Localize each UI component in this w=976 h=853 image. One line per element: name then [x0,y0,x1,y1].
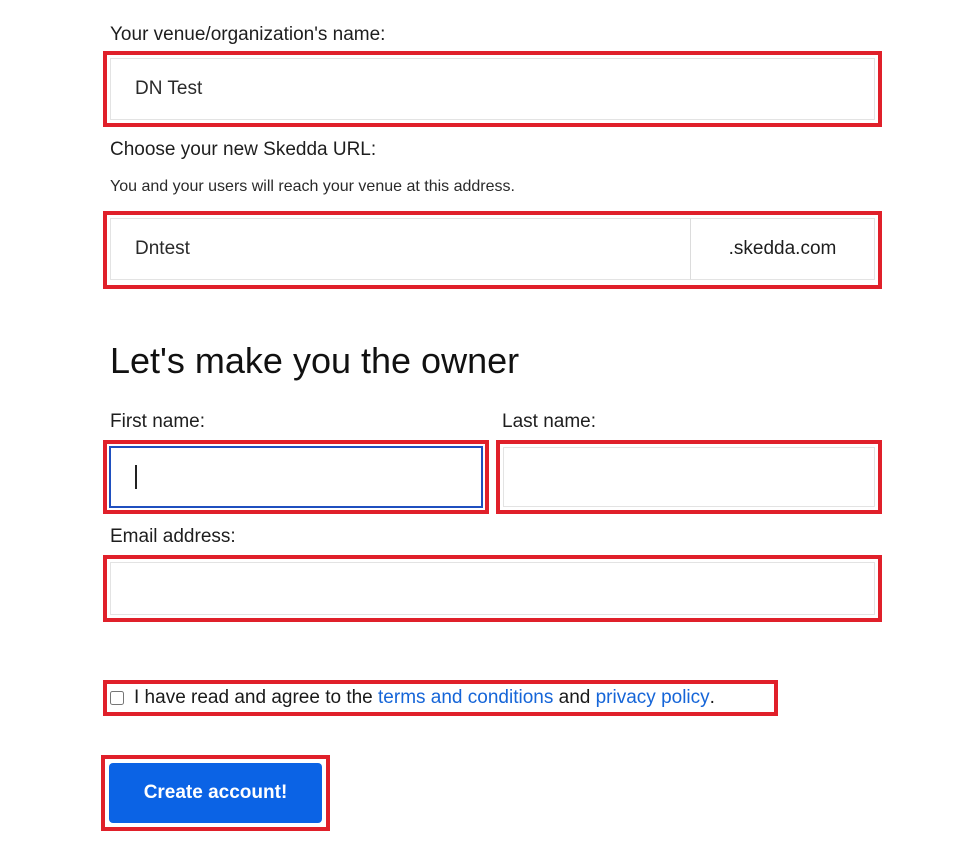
domain-suffix: .skedda.com [690,218,875,280]
url-label: Choose your new Skedda URL: [110,139,377,160]
first-name-input[interactable] [109,446,483,508]
last-name-input[interactable] [503,447,875,507]
create-account-button[interactable]: Create account! [109,763,322,823]
email-input[interactable] [110,562,875,615]
text-caret [135,465,137,489]
terms-link[interactable]: terms and conditions [378,687,554,708]
agree-checkbox[interactable] [110,691,124,705]
agreement-prefix: I have read and agree to the [134,687,379,708]
subdomain-input[interactable] [110,218,691,280]
venue-name-label: Your venue/organization's name: [110,24,386,45]
agreement-suffix: . [709,687,715,708]
url-hint: You and your users will reach your venue at this address. [110,178,515,195]
agreement-middle: and [553,687,596,708]
venue-name-input[interactable] [110,58,875,120]
first-name-label: First name: [110,411,206,432]
email-label: Email address: [110,526,236,547]
agreement-row [110,686,715,710]
privacy-link[interactable]: privacy policy [595,687,710,708]
owner-heading: Let's make you the owner [110,340,520,381]
last-name-label: Last name: [502,411,596,432]
